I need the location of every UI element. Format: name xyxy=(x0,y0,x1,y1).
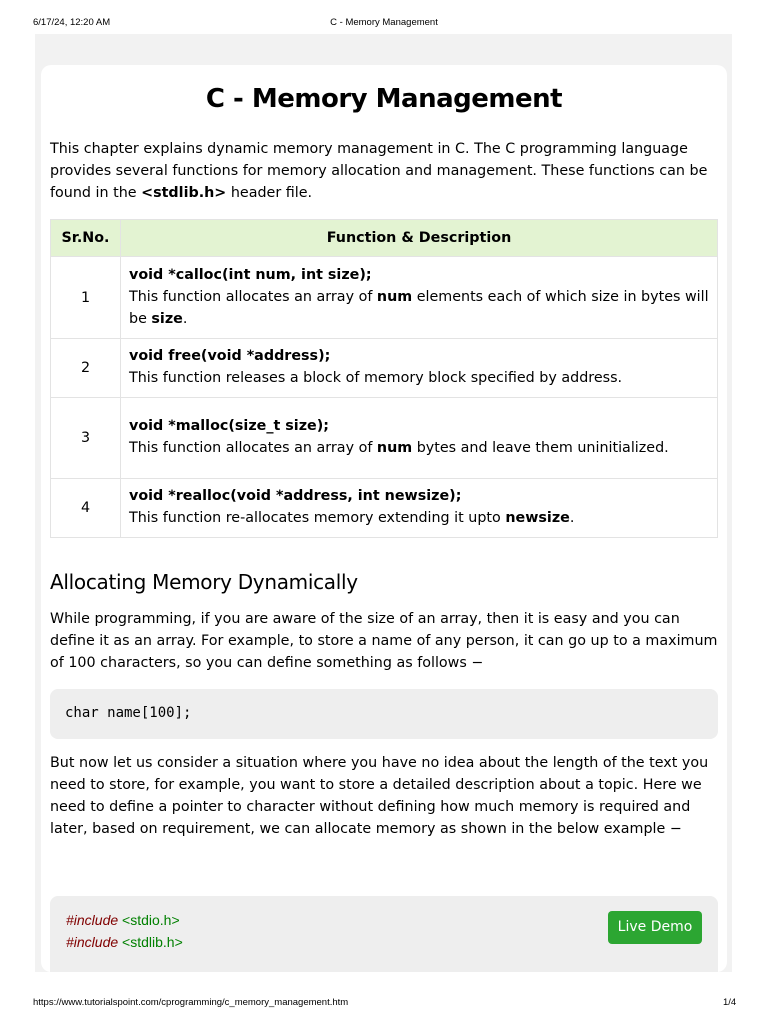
code-block: char name[100]; xyxy=(50,689,718,739)
row-number: 1 xyxy=(51,257,121,339)
function-description: This function allocates an array of num bytes and leave them uninitialized. xyxy=(129,440,669,456)
code-line: #include <stdio.h> xyxy=(66,912,180,928)
stdlib-header-name: <stdlib.h> xyxy=(141,185,227,201)
paragraph: But now let us consider a situation where you have no idea about the length of the text you need to store, for example, you want to store a detailed description about a topic. Here we need to define a pointer to character without defining how much memory is required and later, based on requirement, we can allocate memory as shown in the below example − xyxy=(50,755,709,837)
table-header-row xyxy=(51,220,718,257)
paragraph: While programming, if you are aware of the size of an array, then it is easy and you can define it as an array. For example, to store a name of any person, it can go up to a maximum of 100 characters, so you can define something as follows − xyxy=(50,611,718,671)
function-description: This function releases a block of memory block specified by address. xyxy=(129,370,623,386)
functions-table xyxy=(50,219,718,538)
table-row xyxy=(51,398,718,479)
page-title: C - Memory Management xyxy=(205,84,563,114)
print-doc-title: C - Memory Management xyxy=(330,17,438,28)
print-datetime: 6/17/24, 12:20 AM xyxy=(33,17,111,28)
row-number: 4 xyxy=(51,479,121,538)
function-signature: void *realloc(void *address, int newsize); xyxy=(129,488,462,504)
page-number: 1/4 xyxy=(723,997,737,1008)
table-row xyxy=(51,479,718,538)
intro-paragraph: This chapter explains dynamic memory management in C. The C programming language provides several functions for memory allocation and management. These functions can be found in the <stdlib.h> header file. xyxy=(50,141,708,201)
page-url: https://www.tutorialspoint.com/cprogramming/c_memory_management.htm xyxy=(33,997,349,1008)
live-demo-button[interactable]: Live Demo xyxy=(608,911,702,944)
print-header xyxy=(0,0,768,34)
function-signature: void *malloc(size_t size); xyxy=(129,418,329,434)
function-signature: void *calloc(int num, int size); xyxy=(129,266,372,283)
row-description xyxy=(121,339,718,398)
row-description xyxy=(121,257,718,339)
row-description xyxy=(121,398,718,479)
code-line: #include <stdlib.h> xyxy=(66,934,183,950)
row-number: 3 xyxy=(51,398,121,479)
function-signature: void free(void *address); xyxy=(129,348,331,364)
function-description: This function re-allocates memory extending it upto newsize. xyxy=(129,510,575,526)
row-description xyxy=(121,479,718,538)
code-block-example xyxy=(50,896,718,972)
column-header-function: Function & Description xyxy=(121,220,718,257)
column-header-srno: Sr.No. xyxy=(51,220,121,257)
section-heading: Allocating Memory Dynamically xyxy=(50,570,358,594)
function-description: This function allocates an array of num elements each of which size in bytes will be size. xyxy=(129,288,709,327)
table-row xyxy=(51,257,718,339)
table-row xyxy=(51,339,718,398)
row-number: 2 xyxy=(51,339,121,398)
